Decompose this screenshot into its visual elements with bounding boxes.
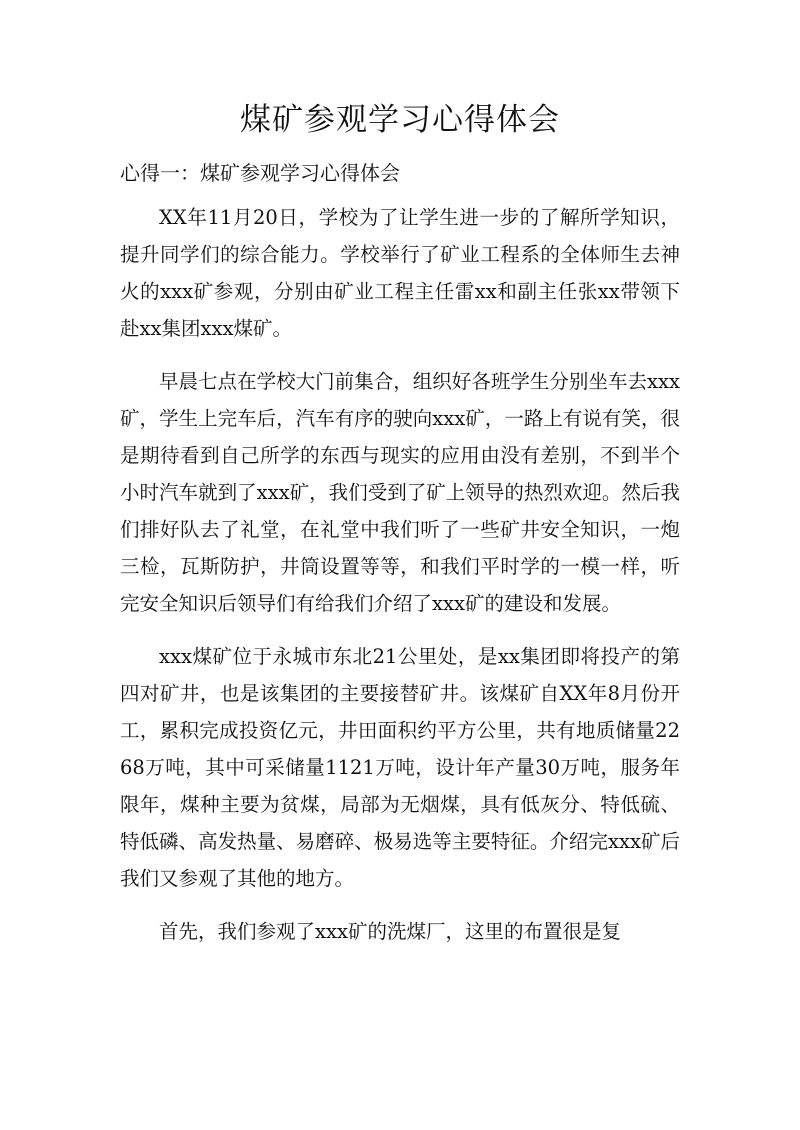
- document-body: [120, 199, 680, 966]
- document-title: 煤矿参观学习心得体会: [240, 102, 560, 138]
- paragraph: XX年11月20日，学校为了让学生进一步的了解所学知识，提升同学们的综合能力。学校举行了矿业工程系的全体师生去神火的xxx矿参观，分别由矿业工程主任雷xx和副主任张xx带领下赴xx集团xxx煤矿。: [120, 206, 680, 340]
- paragraph: 早晨七点在学校大门前集合，组织好各班学生分别坐车去xxx矿，学生上完车后，汽车有序的驶向xxx矿，一路上有说有笑，很是期待看到自己所学的东西与现实的应用由没有差别，不到半个小时汽车就到了xxx矿，我们受到了矿上领导的热烈欢迎。然后我们排好队去了礼堂，在礼堂中我们听了一些矿井安全知识，一炮三检，瓦斯防护，井筒设置等等，和我们平时学的一模一样，听完安全知识后领导们有给我们介绍了xxx矿的建设和发展。: [120, 370, 680, 615]
- section-heading: 心得一：煤矿参观学习心得体会: [120, 161, 400, 185]
- paragraph: 首先，我们参观了xxx矿的洗煤厂，这里的布置很是复: [159, 920, 621, 943]
- paragraph: xxx煤矿位于永城市东北21公里处，是xx集团即将投产的第四对矿井，也是该集团的主要接替矿井。该煤矿自XX年8月份开工，累积完成投资亿元，井田面积约平方公里，共有地质储量2268万吨，其中可采储量1121万吨，设计年产量30万吨，服务年限年，煤种主要为贫煤，局部为无烟煤，具有低灰分、特低硫、特低磷、高发热量、易磨碎、极易选等主要特征。介绍完xxx矿后我们又参观了其他的地方。: [120, 645, 680, 890]
